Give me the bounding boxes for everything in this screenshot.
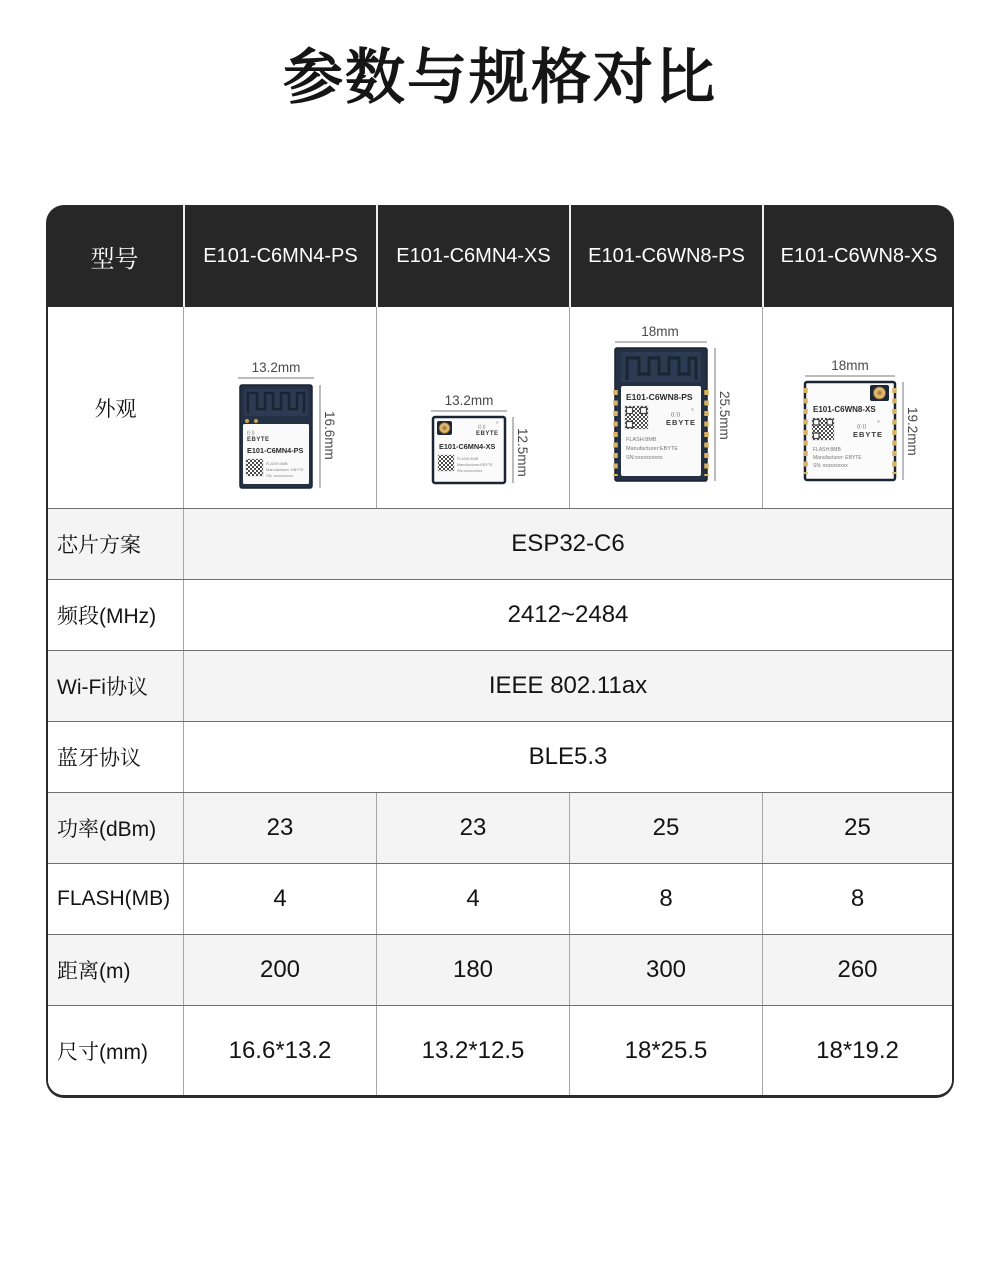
ipex-connector-icon bbox=[437, 421, 452, 435]
module-image-e101-c6wn8-ps bbox=[581, 310, 751, 505]
svg-text:FLASH:8MB: FLASH:8MB bbox=[812, 447, 841, 453]
header-model-4: E101-C6WN8-XS bbox=[762, 205, 954, 307]
svg-text:EBYTE: EBYTE bbox=[852, 430, 883, 439]
module-body bbox=[615, 348, 707, 481]
svg-text:18mm: 18mm bbox=[830, 358, 869, 373]
row-value-bluetooth-protocol: BLE5.3 bbox=[183, 722, 952, 792]
svg-text:13.2mm: 13.2mm bbox=[251, 360, 301, 375]
svg-text:®: ® bbox=[496, 421, 499, 425]
row-frequency bbox=[48, 579, 952, 650]
svg-text:25.5mm: 25.5mm bbox=[717, 391, 732, 440]
svg-text:13.2mm: 13.2mm bbox=[444, 393, 494, 408]
row-label-flash: FLASH(MB) bbox=[57, 887, 171, 910]
ipex-connector-icon bbox=[870, 385, 889, 401]
dimension-height-label bbox=[903, 382, 920, 480]
svg-text:12.5mm: 12.5mm bbox=[515, 428, 530, 477]
dimension-width-label bbox=[805, 358, 895, 376]
qr-code-icon bbox=[438, 455, 454, 471]
row-power bbox=[48, 792, 952, 863]
flash-value-4: 8 bbox=[762, 864, 952, 934]
size-value-1: 16.6*13.2 bbox=[183, 1006, 376, 1095]
row-size bbox=[48, 1005, 952, 1095]
module-name-print: E101-C6MN4-PS bbox=[247, 446, 304, 455]
dimension-height-label bbox=[715, 348, 732, 481]
row-label-distance: 距离(m) bbox=[57, 960, 131, 983]
qr-code-icon bbox=[625, 406, 648, 429]
svg-text:((·)): ((·)) bbox=[247, 430, 255, 435]
module-image-e101-c6wn8-xs bbox=[773, 310, 943, 505]
distance-value-1: 200 bbox=[183, 935, 376, 1005]
header-model-label: 型号 bbox=[90, 245, 139, 273]
header-model-3: E101-C6WN8-PS bbox=[569, 205, 762, 307]
module-figure-3 bbox=[569, 307, 762, 508]
row-label-wifi-protocol: Wi-Fi协议 bbox=[57, 676, 148, 699]
page-title: 参数与规格对比 bbox=[283, 44, 717, 111]
svg-text:Manufacturer: EBYTE: Manufacturer: EBYTE bbox=[266, 467, 304, 472]
svg-text:®: ® bbox=[691, 407, 694, 412]
flash-value-1: 4 bbox=[183, 864, 376, 934]
svg-text:SN:xxxxxxxxxx: SN:xxxxxxxxxx bbox=[626, 455, 663, 461]
module-body bbox=[433, 417, 505, 483]
header-model-2: E101-C6MN4-XS bbox=[376, 205, 569, 307]
svg-text:SN: xxxxxxxxxx: SN: xxxxxxxxxx bbox=[266, 473, 294, 478]
svg-text:EBYTE: EBYTE bbox=[247, 437, 270, 443]
row-flash bbox=[48, 863, 952, 934]
row-bluetooth-protocol bbox=[48, 721, 952, 792]
module-name-print: E101-C6WN8-PS bbox=[626, 392, 693, 402]
module-body bbox=[240, 385, 312, 488]
svg-text:Manufacturer: EBYTE: Manufacturer: EBYTE bbox=[812, 455, 862, 461]
row-chip bbox=[48, 508, 952, 579]
dimension-width-label bbox=[615, 324, 707, 342]
module-name-print: E101-C6MN4-XS bbox=[439, 442, 496, 451]
size-value-2: 13.2*12.5 bbox=[376, 1006, 569, 1095]
row-value-wifi-protocol: IEEE 802.11ax bbox=[183, 651, 952, 721]
row-label-power: 功率(dBm) bbox=[57, 818, 157, 841]
qr-code-icon bbox=[246, 459, 263, 476]
flash-value-3: 8 bbox=[569, 864, 762, 934]
svg-text:((·)): ((·)) bbox=[856, 424, 866, 430]
svg-text:Manufacturer:EBYTE: Manufacturer:EBYTE bbox=[457, 463, 493, 467]
svg-text:19.2mm: 19.2mm bbox=[904, 407, 920, 456]
row-label-chip: 芯片方案 bbox=[57, 534, 141, 557]
svg-text:Manufacturer:EBYTE: Manufacturer:EBYTE bbox=[626, 446, 678, 452]
power-value-2: 23 bbox=[376, 793, 569, 863]
dimension-width-label bbox=[431, 393, 507, 411]
module-figure-1 bbox=[183, 307, 376, 508]
svg-text:FLASH:8MB: FLASH:8MB bbox=[626, 437, 657, 443]
module-name-print: E101-C6WN8-XS bbox=[812, 405, 876, 414]
row-wifi-protocol bbox=[48, 650, 952, 721]
svg-text:®: ® bbox=[876, 419, 880, 424]
module-figure-2 bbox=[376, 307, 569, 508]
svg-text:FLASH:4MB: FLASH:4MB bbox=[457, 457, 479, 461]
svg-text:((·)): ((·)) bbox=[478, 424, 486, 429]
distance-value-2: 180 bbox=[376, 935, 569, 1005]
svg-text:((·)): ((·)) bbox=[671, 412, 681, 418]
distance-value-3: 300 bbox=[569, 935, 762, 1005]
dimension-height-label bbox=[320, 385, 337, 488]
svg-text:EBYTE: EBYTE bbox=[666, 418, 697, 427]
row-distance bbox=[48, 934, 952, 1005]
appearance-row bbox=[48, 307, 952, 508]
row-value-chip: ESP32-C6 bbox=[183, 509, 952, 579]
pcb-antenna-icon bbox=[621, 352, 701, 382]
flash-value-2: 4 bbox=[376, 864, 569, 934]
row-label-bluetooth-protocol: 蓝牙协议 bbox=[57, 747, 141, 770]
svg-text:18mm: 18mm bbox=[641, 324, 679, 339]
header-model-1: E101-C6MN4-PS bbox=[183, 205, 376, 307]
svg-text:FLASH:4MB: FLASH:4MB bbox=[266, 461, 288, 466]
size-value-4: 18*19.2 bbox=[762, 1006, 952, 1095]
size-value-3: 18*25.5 bbox=[569, 1006, 762, 1095]
distance-value-4: 260 bbox=[762, 935, 952, 1005]
row-label-appearance: 外观 bbox=[94, 397, 137, 421]
power-value-4: 25 bbox=[762, 793, 952, 863]
power-value-3: 25 bbox=[569, 793, 762, 863]
svg-text:SN: xxxxxxxxxx: SN: xxxxxxxxxx bbox=[812, 463, 848, 469]
svg-text:EBYTE: EBYTE bbox=[476, 431, 499, 437]
power-value-1: 23 bbox=[183, 793, 376, 863]
module-image-e101-c6mn4-xs bbox=[393, 310, 553, 505]
module-image-e101-c6mn4-ps bbox=[200, 310, 360, 505]
row-label-frequency: 频段(MHz) bbox=[57, 605, 157, 628]
table-body bbox=[46, 307, 954, 1098]
dimension-width-label bbox=[238, 360, 314, 378]
row-label-size: 尺寸(mm) bbox=[57, 1040, 148, 1064]
page bbox=[0, 44, 1000, 1098]
spec-table bbox=[46, 205, 954, 1098]
row-value-frequency: 2412~2484 bbox=[183, 580, 952, 650]
module-body bbox=[805, 382, 895, 480]
svg-text:SN:xxxxxxxxxx: SN:xxxxxxxxxx bbox=[457, 469, 483, 473]
module-figure-4 bbox=[762, 307, 952, 508]
svg-text:16.6mm: 16.6mm bbox=[322, 411, 337, 460]
qr-code-icon bbox=[812, 418, 834, 440]
dimension-height-label bbox=[513, 417, 530, 483]
table-header-row bbox=[46, 205, 954, 307]
